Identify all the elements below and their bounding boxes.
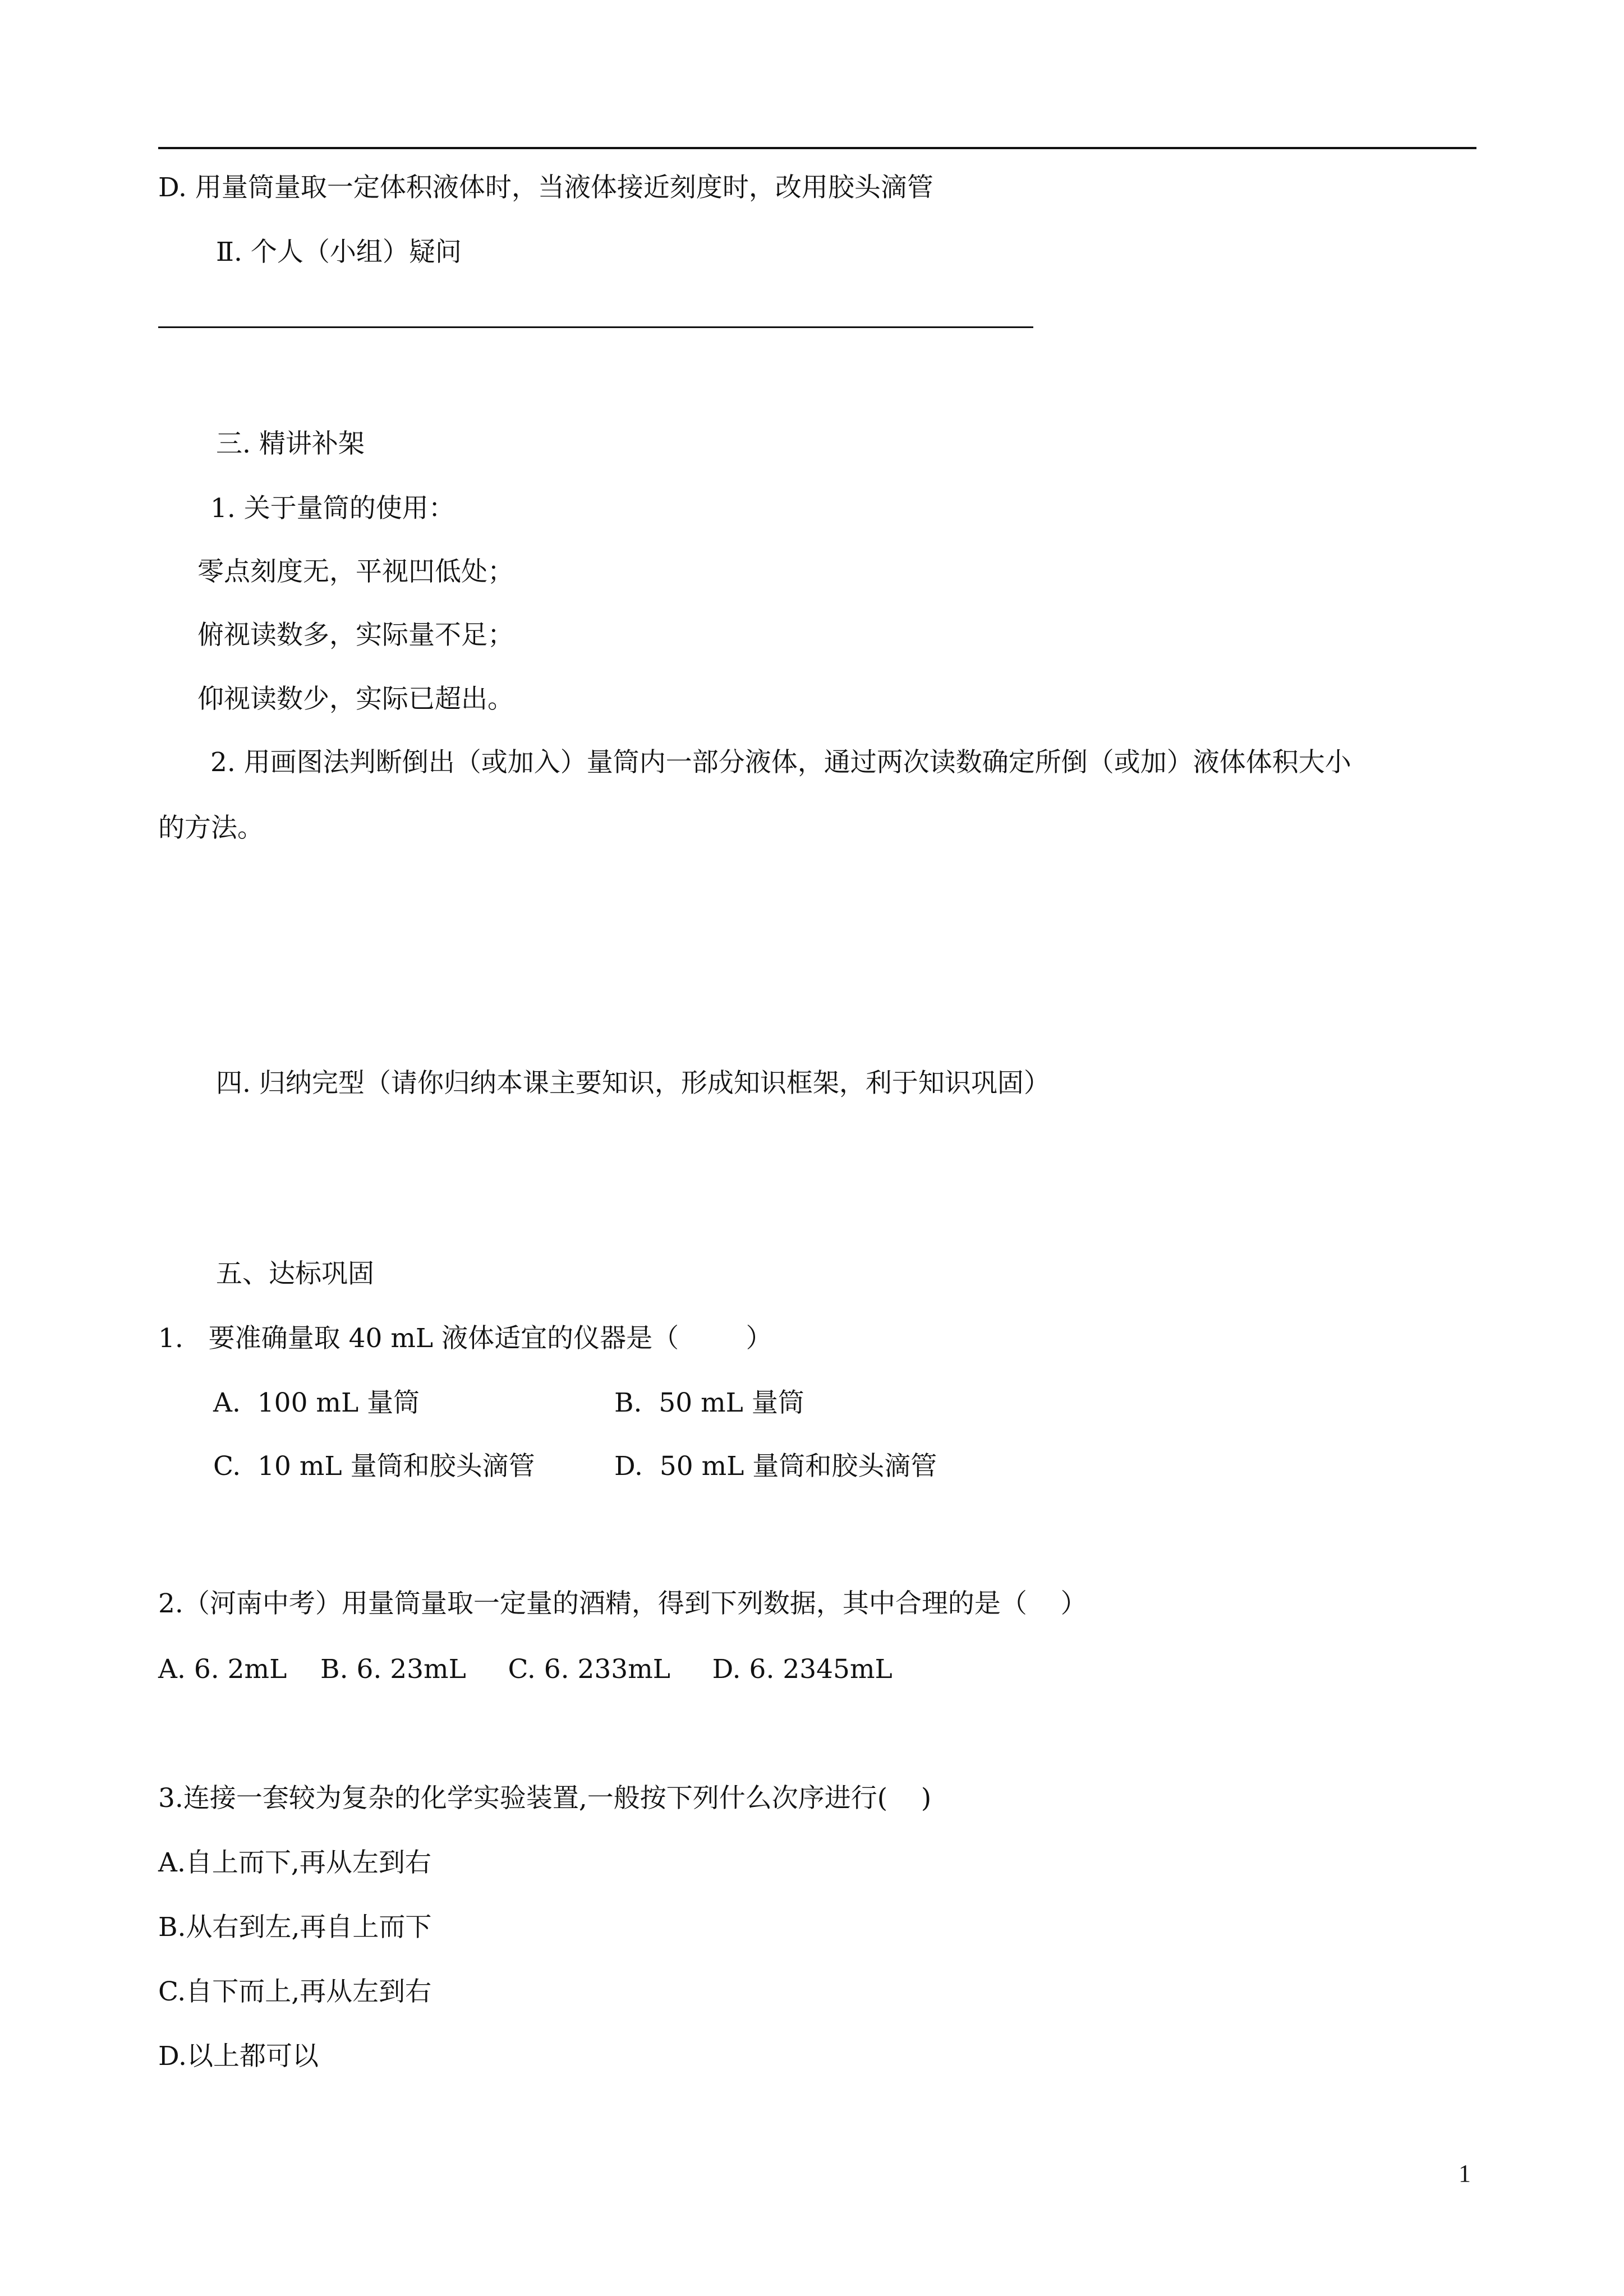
question-1: 1. 要准确量取 40 mL 液体适宜的仪器是（ ） — [158, 1323, 772, 1354]
section4-title: 四. 归纳完型（请你归纳本课主要知识，形成知识框架，利于知识巩固） — [216, 1068, 1050, 1099]
q1-option-a: A. 100 mL 量筒 — [213, 1387, 420, 1418]
header-rule — [158, 147, 1476, 149]
text-personal-question: Ⅱ. 个人（小组）疑问 — [216, 237, 462, 268]
q2-options: A. 6. 2mL B. 6. 23mL C. 6. 233mL D. 6. 2345mL — [158, 1654, 892, 1685]
s3-item1: 1. 关于量筒的使用： — [210, 493, 455, 524]
text-d-measure: D. 用量筒量取一定体积液体时，当液体接近刻度时，改用胶头滴管 — [158, 172, 933, 203]
q1-option-d: D. 50 mL 量筒和胶头滴管 — [614, 1451, 937, 1482]
answer-blank-line — [158, 326, 1033, 328]
page-number: 1 — [1459, 2160, 1471, 2187]
q3-option-b: B.从右到左,再自上而下 — [158, 1912, 432, 1943]
s3-rule2: 俯视读数多，实际量不足； — [197, 620, 514, 651]
q3-option-a: A.自上而下,再从左到右 — [158, 1847, 431, 1878]
section5-title: 五、达标巩固 — [216, 1258, 374, 1289]
q3-option-d: D.以上都可以 — [158, 2041, 319, 2072]
s3-rule3: 仰视读数少，实际已超出。 — [197, 684, 514, 714]
q3-option-c: C.自下而上,再从左到右 — [158, 1976, 432, 2007]
q1-option-c: C. 10 mL 量筒和胶头滴管 — [213, 1451, 535, 1482]
question-2: 2.（河南中考）用量筒量取一定量的酒精，得到下列数据，其中合理的是（ ） — [158, 1588, 1087, 1619]
section3-title: 三. 精讲补架 — [216, 428, 365, 459]
question-3: 3.连接一套较为复杂的化学实验装置,一般按下列什么次序进行( ) — [158, 1783, 932, 1814]
s3-item2-line1: 2. 用画图法判断倒出（或加入）量筒内一部分液体，通过两次读数确定所倒（或加）液体体积大小 — [210, 747, 1351, 778]
q1-option-b: B. 50 mL 量筒 — [614, 1387, 804, 1418]
s3-item2-line2: 的方法。 — [158, 813, 264, 843]
s3-rule1: 零点刻度无，平视凹低处； — [197, 556, 514, 587]
